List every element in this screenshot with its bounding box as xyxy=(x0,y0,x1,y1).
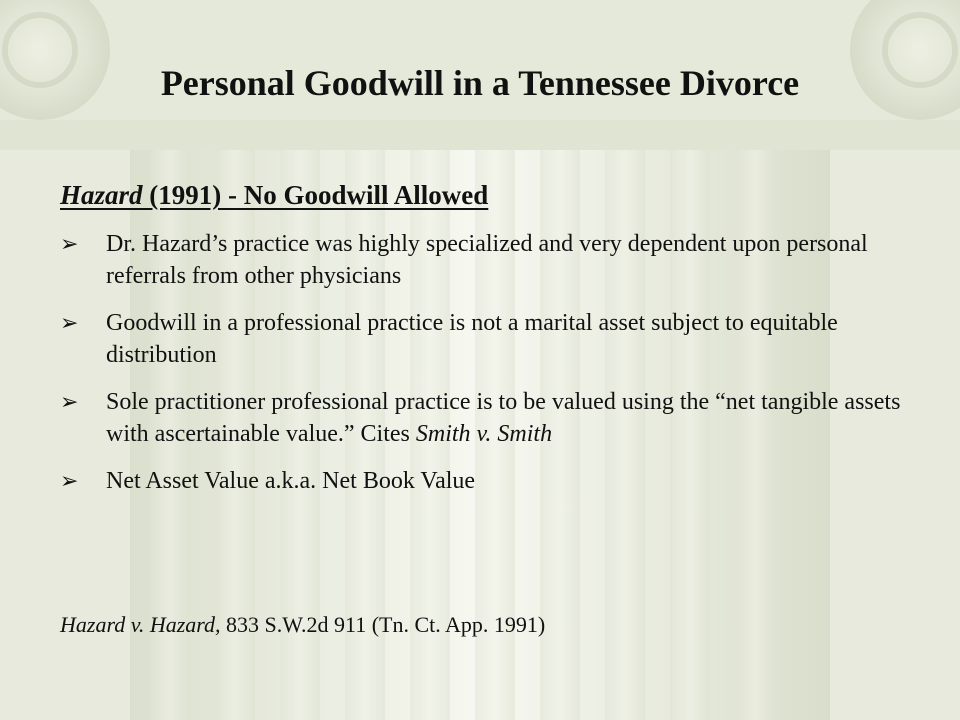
arrow-bullet-icon: ➢ xyxy=(60,231,79,256)
bullet-text: Dr. Hazard’s practice was highly specialized and very dependent upon personal referrals from other physicians xyxy=(106,231,868,289)
bullet-list xyxy=(60,228,910,512)
bullet-case-reference: Smith v. Smith xyxy=(415,421,553,447)
case-heading-rest: (1991) - No Goodwill Allowed xyxy=(142,180,489,210)
bullet-item xyxy=(60,228,910,292)
case-heading xyxy=(60,180,488,211)
arrow-bullet-icon: ➢ xyxy=(60,389,79,414)
citation-reference: 833 S.W.2d 911 (Tn. Ct. App. 1991) xyxy=(220,612,546,637)
arrow-bullet-icon: ➢ xyxy=(60,310,79,335)
citation-case-name: Hazard v. Hazard, xyxy=(60,612,221,637)
case-heading-name: Hazard xyxy=(60,180,143,210)
bullet-item xyxy=(60,386,910,450)
legal-citation xyxy=(60,612,545,638)
bullet-text: Goodwill in a professional practice is not a marital asset subject to equitable distribution xyxy=(106,310,838,368)
bullet-item xyxy=(60,465,910,497)
arrow-bullet-icon: ➢ xyxy=(60,468,79,493)
slide-title: Personal Goodwill in a Tennessee Divorce xyxy=(160,63,800,103)
bullet-text: Net Asset Value a.k.a. Net Book Value xyxy=(106,468,476,494)
bullet-text: Sole practitioner professional practice is to be valued using the “net tangible assets with ascertainable value.” Cites xyxy=(106,389,901,447)
bullet-item xyxy=(60,307,910,371)
